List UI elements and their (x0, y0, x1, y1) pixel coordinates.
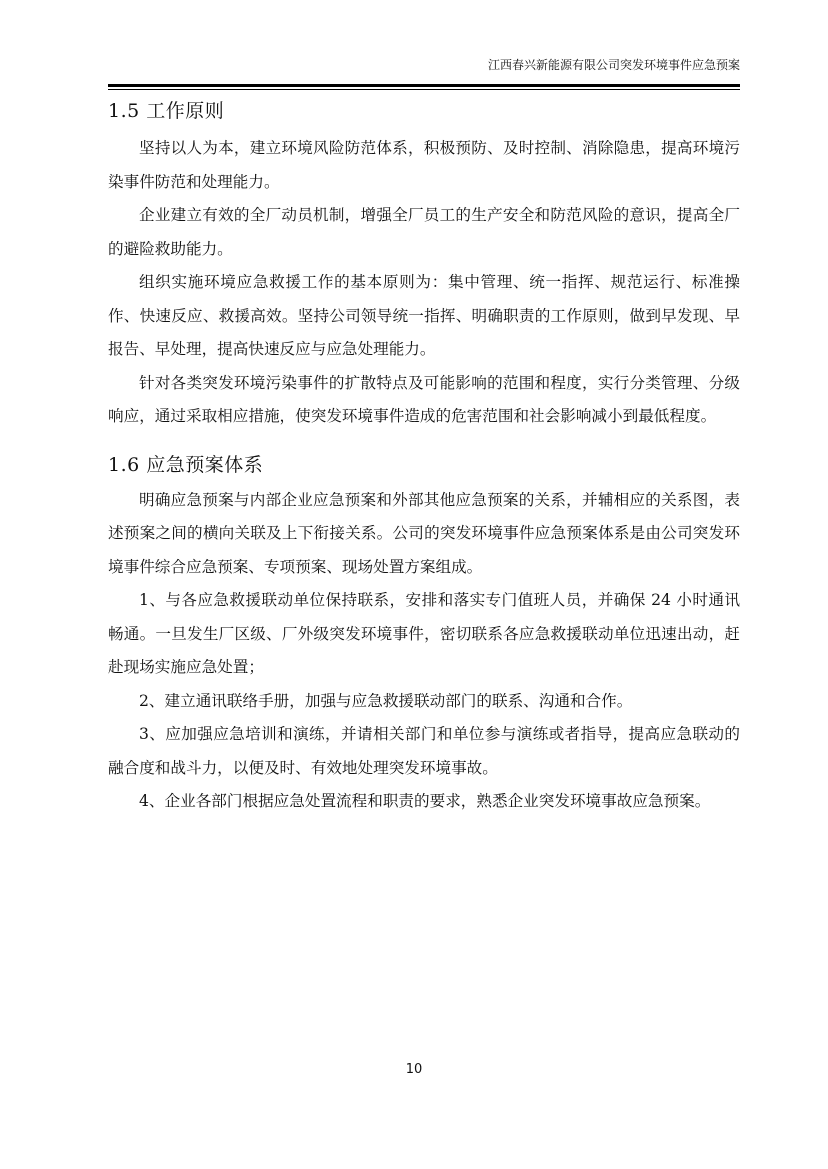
page-body (108, 96, 740, 819)
section-emergency-plan-system (108, 450, 740, 819)
paragraph: 企业建立有效的全厂动员机制，增强全厂员工的生产安全和防范风险的意识，提高全厂的避险救助能力。 (108, 206, 740, 258)
list-item: 4、企业各部门根据应急处置流程和职责的要求，熟悉企业突发环境事故应急预案。 (139, 792, 711, 810)
list-item: 2、建立通讯联络手册，加强与应急救援联动部门的联系、沟通和合作。 (139, 691, 633, 710)
paragraph: 坚持以人为本，建立环境风险防范体系，积极预防、及时控制、消除隐患，提高环境污染事件防范和处理能力。 (108, 139, 740, 191)
section-heading: 1.6 应急预案体系 (108, 453, 264, 476)
paragraph: 明确应急预案与内部企业应急预案和外部其他应急预案的关系，并辅相应的关系图，表述预案之间的横向关联及上下衔接关系。公司的突发环境事件应急预案体系是由公司突发环境事件综合应急预案、专项预案、现场处置方案组成。 (108, 490, 740, 576)
header-rule-thick (108, 84, 740, 87)
section-work-principles (108, 96, 740, 434)
header-rule-thin (108, 89, 740, 90)
running-header: 江西春兴新能源有限公司突发环境事件应急预案 (487, 58, 740, 72)
section-heading: 1.5 工作原则 (108, 100, 225, 122)
paragraph: 针对各类突发环境污染事件的扩散特点及可能影响的范围和程度，实行分类管理、分级响应，通过采取相应措施，使突发环境事件造成的危害范围和社会影响减小到最低程度。 (108, 373, 740, 425)
list-item: 1、与各应急救援联动单位保持联系，安排和落实专门值班人员，并确保 24 小时通讯畅通。一旦发生厂区级、厂外级突发环境事件，密切联系各应急救援联动单位迅速出动，赶赴现场实施应急处置； (108, 591, 740, 676)
page-number: 10 (405, 1062, 423, 1077)
paragraph: 组织实施环境应急救援工作的基本原则为：集中管理、统一指挥、规范运行、标准操作、快速反应、救援高效。坚持公司领导统一指挥、明确职责的工作原则，做到早发现、早报告、早处理，提高快速反应与应急处理能力。 (108, 273, 740, 358)
list-item: 3、应加强应急培训和演练，并请相关部门和单位参与演练或者指导，提高应急联动的融合度和战斗力，以便及时、有效地处理突发环境事故。 (108, 725, 740, 777)
